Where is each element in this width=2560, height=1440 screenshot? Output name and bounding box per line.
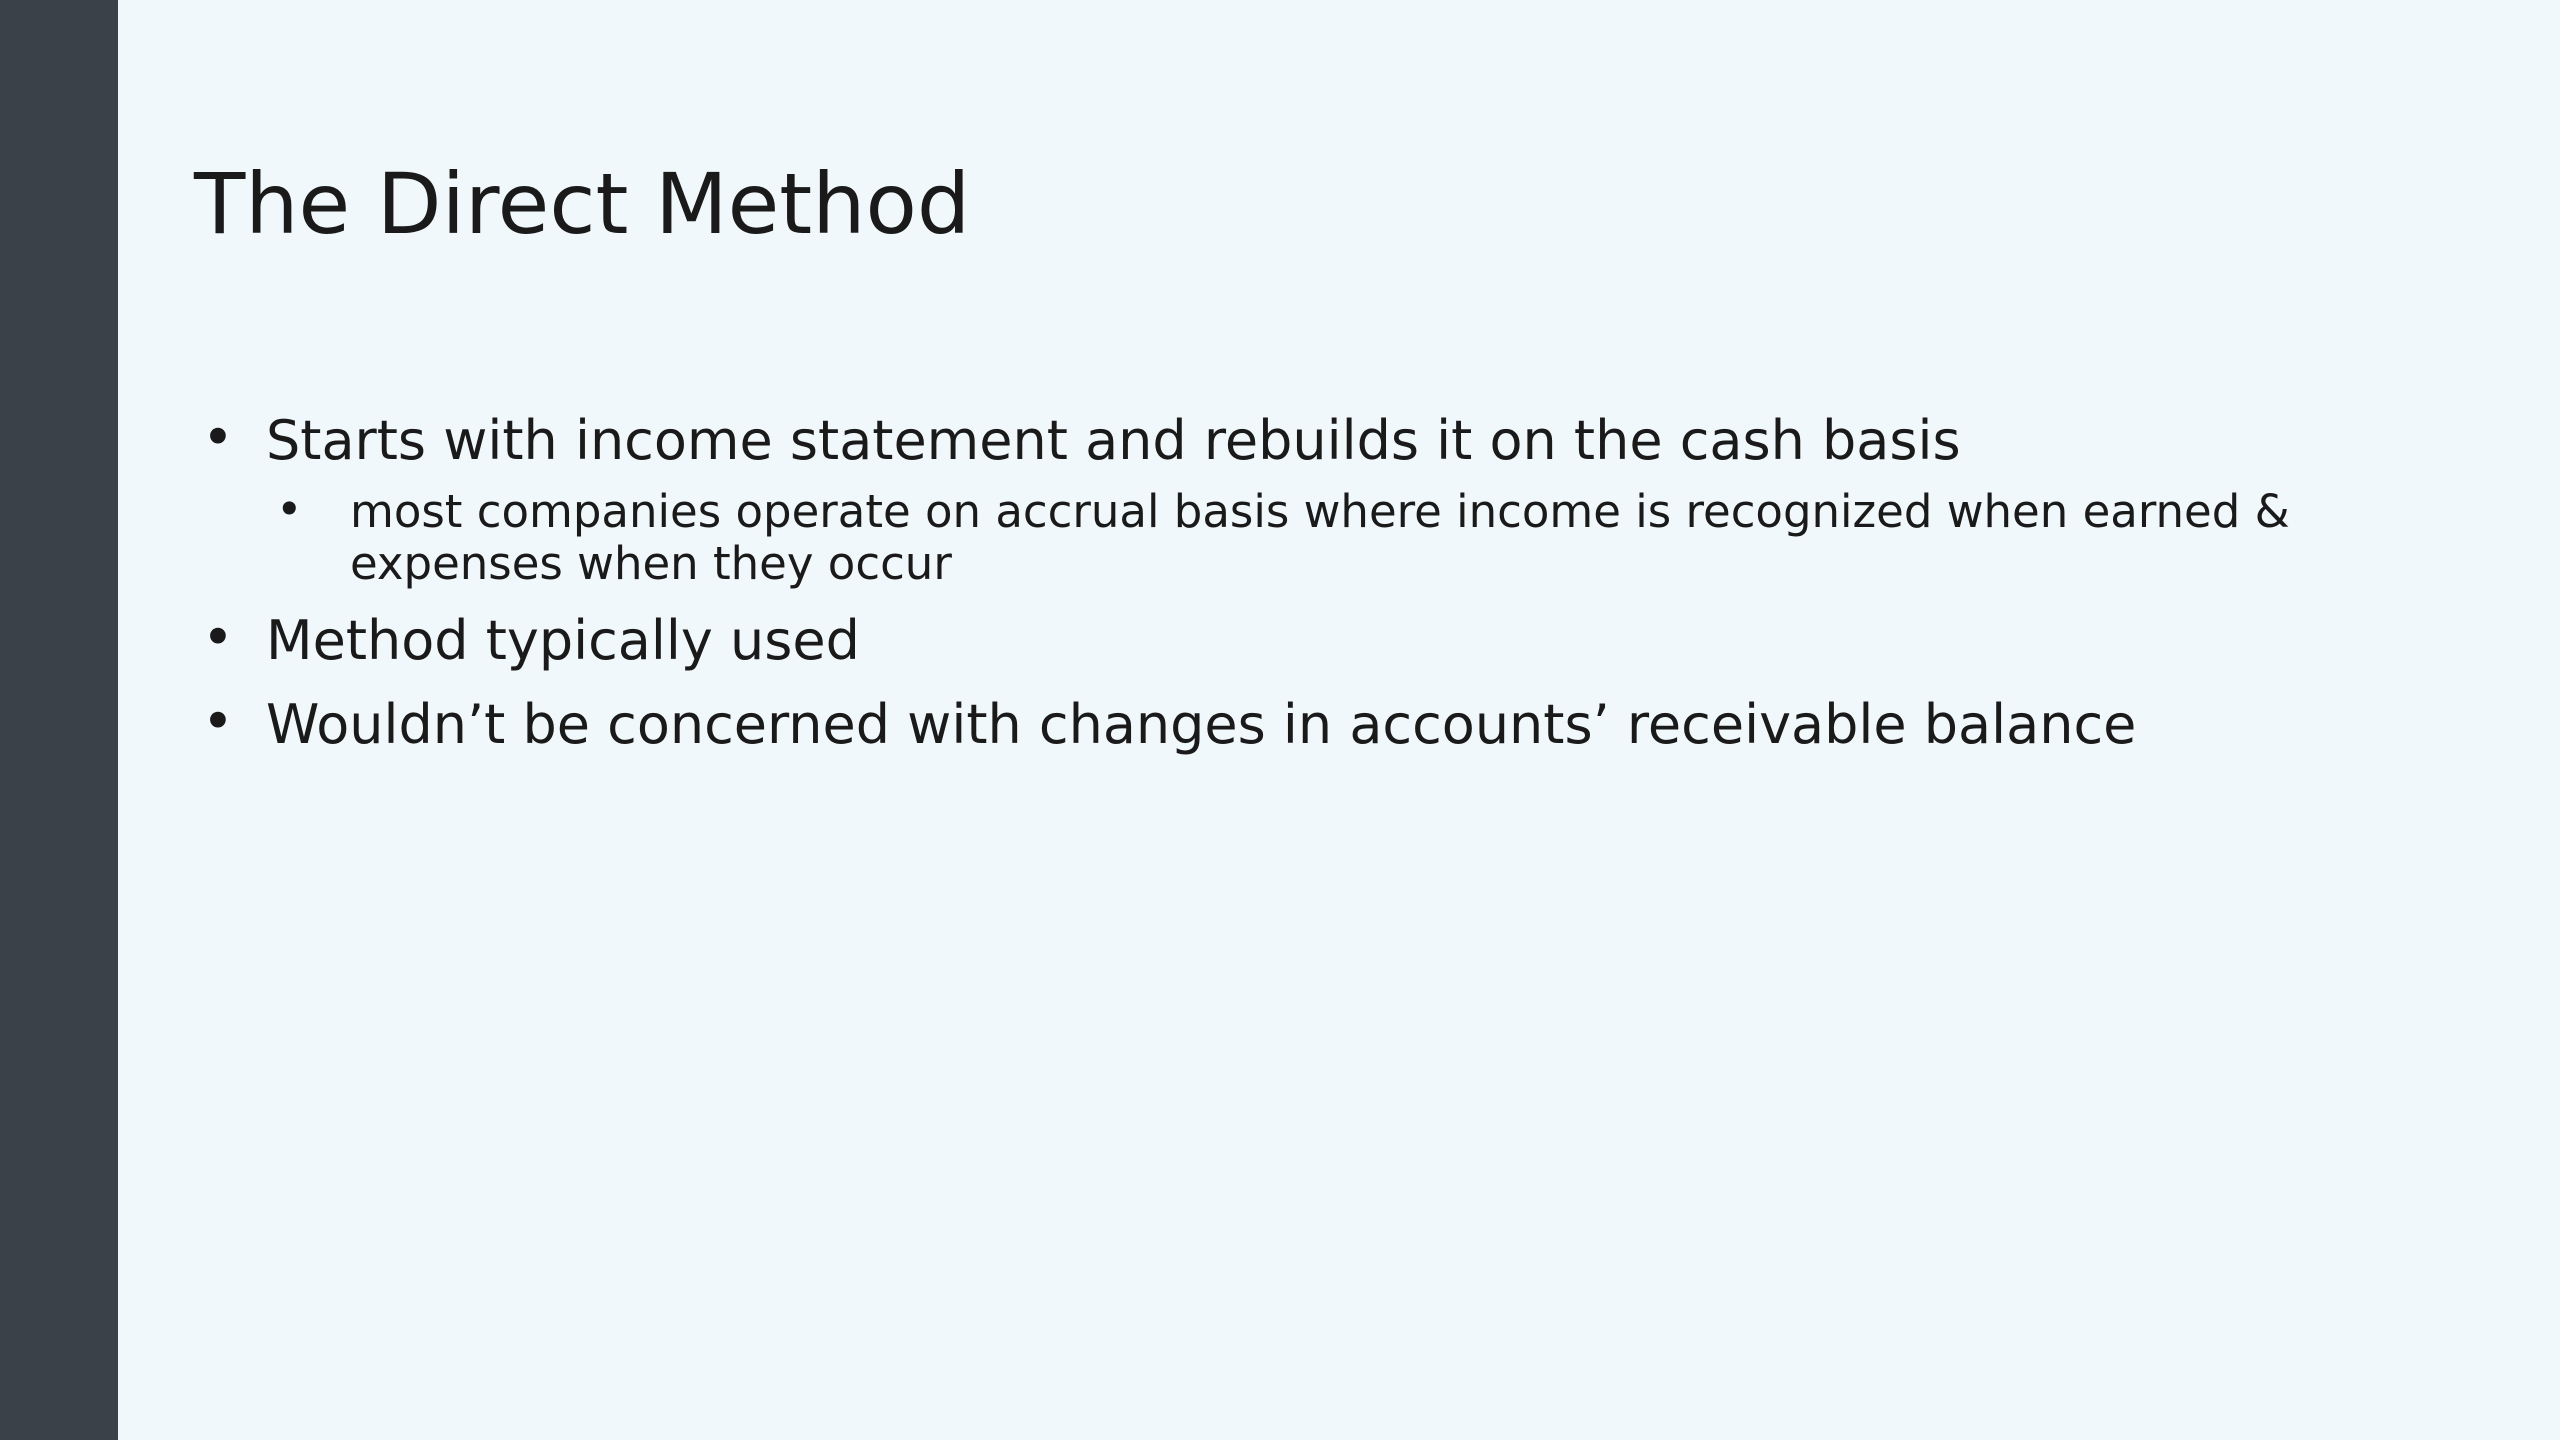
bullet-dot-icon: • xyxy=(202,690,234,753)
bullet-text: Starts with income statement and rebuilds it on the cash basis xyxy=(266,409,1961,472)
bullet-list xyxy=(202,402,2442,480)
sub-bullet-item xyxy=(276,483,2350,590)
bullet-item xyxy=(202,602,2442,680)
left-accent-band xyxy=(0,0,118,1440)
slide-content xyxy=(202,402,2442,770)
bullet-item xyxy=(202,686,2442,764)
sub-bullet-list xyxy=(276,483,2442,590)
sub-bullet-dot-icon: • xyxy=(276,483,303,536)
bullet-text: Wouldn’t be concerned with changes in accounts’ receivable balance xyxy=(266,693,2137,756)
bullet-item xyxy=(202,402,2442,480)
bullet-dot-icon: • xyxy=(202,406,234,469)
bullet-dot-icon: • xyxy=(202,606,234,669)
bullet-list-continued xyxy=(202,602,2442,764)
slide xyxy=(118,0,2560,1440)
sub-bullet-text: most companies operate on accrual basis where income is recognized when earned & expenses when they occur xyxy=(350,485,2290,590)
slide-title: The Direct Method xyxy=(194,155,971,253)
bullet-text: Method typically used xyxy=(266,609,860,672)
